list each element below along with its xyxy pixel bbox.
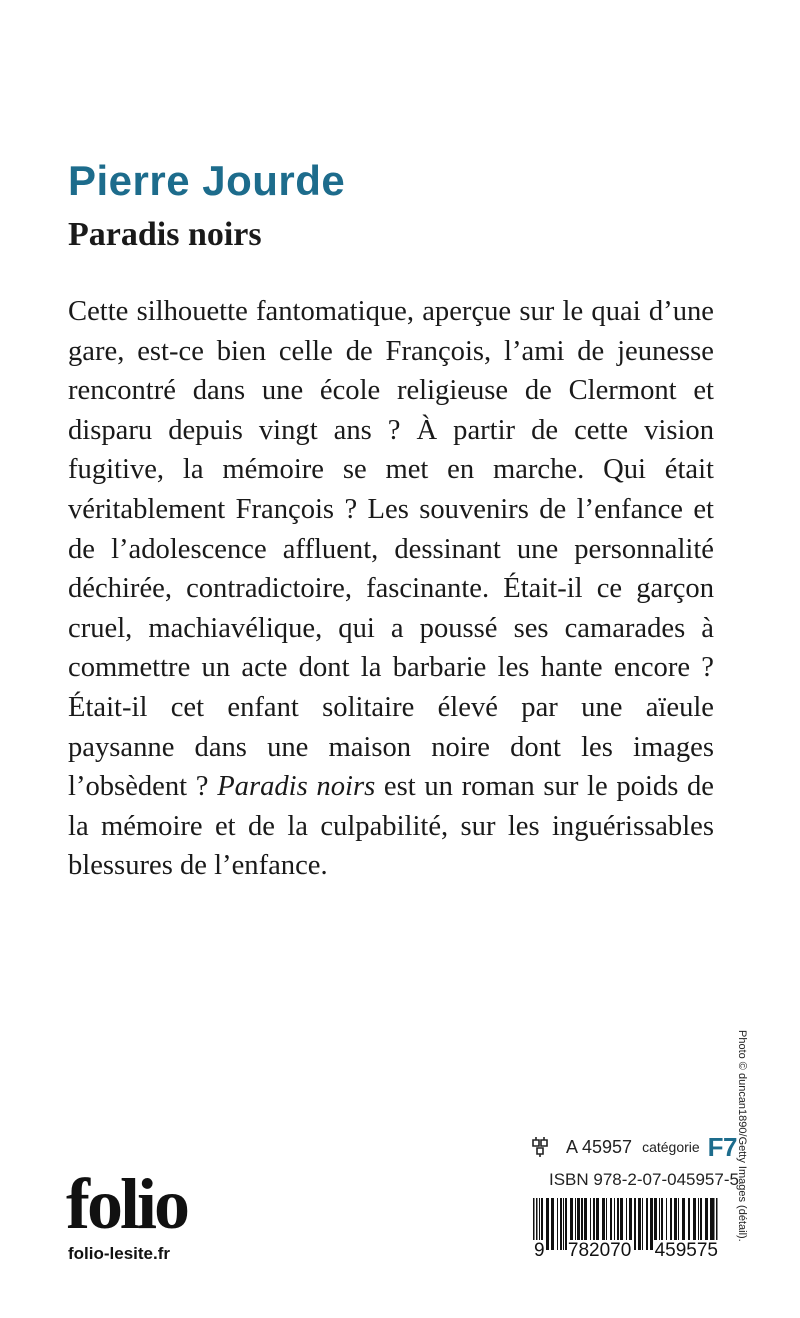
barcode-digit-group: 459575 [654,1240,718,1261]
folio-logo: folio [66,1164,187,1244]
publisher-website: folio-lesite.fr [68,1244,171,1263]
category-label: catégorie [642,1139,700,1155]
blurb-text-end: est un roman sur le poids de la mémoire et de la culpabilité, sur les inguérissables blessures de l’enfance. [68,771,714,882]
photo-credit: Photo © duncan1890/Getty Images (détail). [736,1030,748,1242]
blurb-text: Cette silhouette fantomatique, aperçue sur le quai d’une gare, est-ce bien celle de François, l’ami de jeunesse rencontré dans une école religieuse de Clermont et disparu depuis vingt ans ? À partir de cette vision fugitive, la mémoire se met en marche. Qui était véritablement François ? Les souvenirs de l’enfance et de l’adolescence affluent, dessinant une personnalité déchirée, contradictoire, fascinante. Était-il ce garçon cruel, machiavélique, qui a poussé ses camarades à commettre un acte dont la barbarie les hante encore ? Était-il cet enfant solitaire élevé par une aïeule paysanne dans une maison noire dont les images l’obsèdent ? [68,296,714,803]
category-value: F7 [707,1131,738,1162]
catalog-info [530,1132,737,1162]
barcode-digit-group: 9 [534,1240,545,1261]
blurb-italic-title: Paradis noirs [217,771,376,803]
book-title: Paradis noirs [68,216,262,253]
barcode-digits [533,1240,719,1262]
barcode [533,1198,719,1276]
folio-mark-icon [530,1136,556,1158]
isbn: ISBN 978-2-07-045957-5 [549,1170,739,1189]
author-name: Pierre Jourde [68,157,346,204]
back-cover-blurb [68,292,714,886]
catalog-code: A 45957 [566,1136,633,1157]
barcode-digit-group: 782070 [567,1240,632,1261]
